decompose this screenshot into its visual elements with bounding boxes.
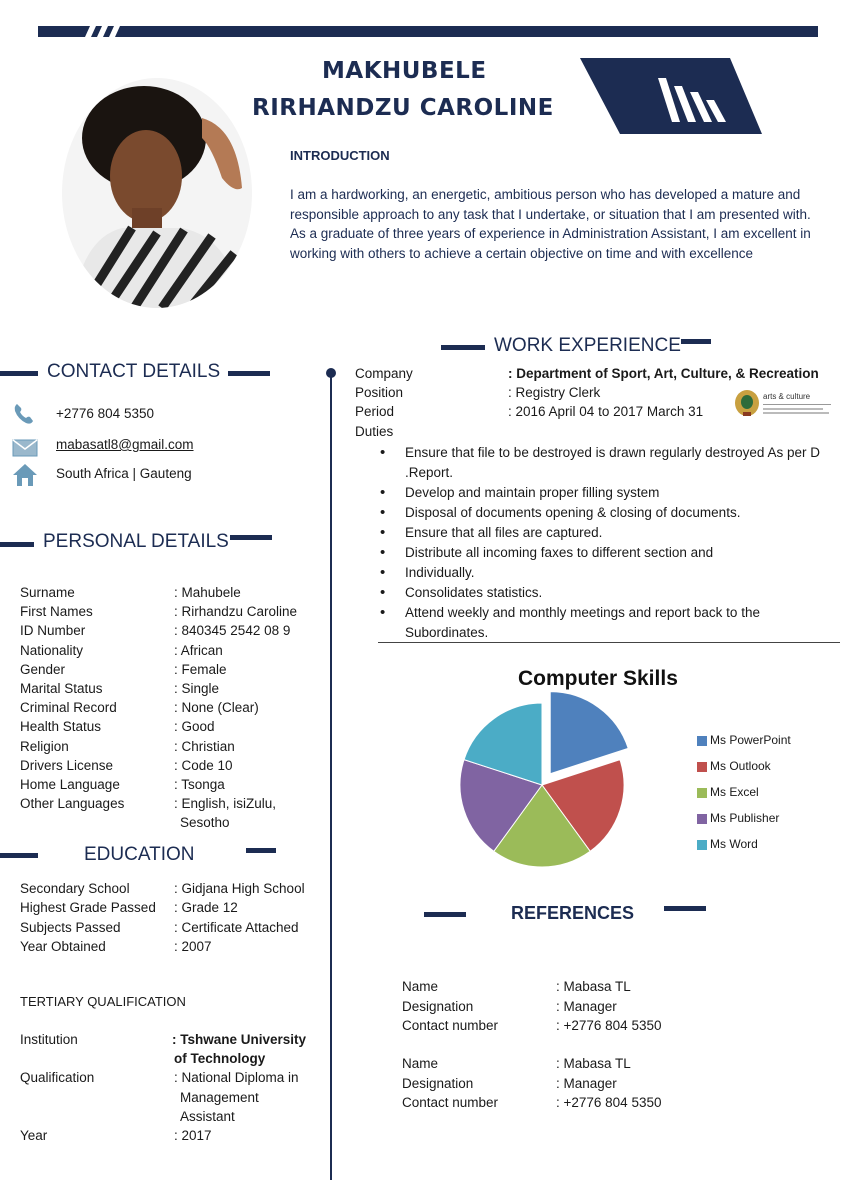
personal-label: Marital Status <box>20 681 103 696</box>
introduction-heading: INTRODUCTION <box>290 148 390 163</box>
top-bar <box>38 26 818 37</box>
contact-phone[interactable]: +2776 804 5350 <box>56 406 154 421</box>
personal-value: : Single <box>174 681 220 696</box>
work-divider <box>378 642 840 643</box>
duty-item: • Attend weekly and monthly meetings and report back to the Subordinates. <box>378 603 838 643</box>
personal-value: : Rirhandzu Caroline <box>174 604 298 620</box>
contact-location: South Africa | Gauteng <box>56 466 192 481</box>
references-bar-right <box>664 906 706 911</box>
qualification-value-line3: Assistant <box>180 1109 235 1124</box>
home-icon <box>12 463 38 487</box>
institution-label: Institution <box>20 1032 78 1047</box>
duty-item: • Distribute all incoming faxes to different section and <box>378 543 838 563</box>
education-label: Year Obtained <box>20 938 106 954</box>
education-label: Subjects Passed <box>20 919 121 935</box>
qualification-value-line1: : National Diploma in <box>174 1070 299 1085</box>
profile-photo <box>62 78 252 308</box>
reference-label: Contact number <box>402 1018 499 1033</box>
year-label: Year <box>20 1128 48 1143</box>
mail-icon <box>12 439 38 457</box>
qualification-label: Qualification <box>20 1070 95 1085</box>
personal-bar-right <box>230 535 272 540</box>
legend-label: Ms Outlook <box>710 759 771 773</box>
legend-swatch <box>697 736 707 746</box>
personal-label: Nationality <box>20 642 84 658</box>
personal-value: : Good <box>174 719 215 735</box>
duty-item: • Disposal of documents opening & closing of documents. <box>378 503 838 523</box>
personal-label: ID Number <box>20 623 86 639</box>
legend-label: Ms Word <box>710 837 758 851</box>
legend-label: Ms Excel <box>710 785 759 799</box>
timeline-line <box>330 370 332 1180</box>
personal-label: Religion <box>20 738 69 754</box>
personal-value: : 840345 2542 08 9 <box>174 623 291 639</box>
education-value: : Grade 12 <box>174 900 238 916</box>
tertiary-qualification-title: TERTIARY QUALIFICATION <box>20 994 186 1009</box>
personal-label: Surname <box>20 585 75 600</box>
legend-label: Ms Publisher <box>710 811 780 825</box>
phone-icon <box>12 402 36 426</box>
given-names-heading: RIRHANDZU CAROLINE <box>252 95 554 121</box>
introduction-text: I am a hardworking, an energetic, ambitious person who has developed a mature and responsible approach to any task that I undertake, or situation that I am presented with. As a graduate of three years of experience in Administration Assistant, I am excellent in working with others to achieve a certain objective on time and with excellence <box>290 187 811 261</box>
period-value: : 2016 April 04 to 2017 March 31 <box>508 404 704 419</box>
reference-value: : Manager <box>556 998 617 1014</box>
duty-item: • Ensure that all files are captured. <box>378 523 838 543</box>
personal-label: Criminal Record <box>20 700 117 716</box>
reference-value: : +2776 804 5350 <box>556 1095 662 1110</box>
institution-value-line2: of Technology <box>174 1051 266 1066</box>
company-value: : Department of Sport, Art, Culture, & Recreation <box>508 366 819 381</box>
education-label: Highest Grade Passed <box>20 900 156 916</box>
timeline-dot <box>326 368 336 378</box>
contact-details-title: CONTACT DETAILS <box>47 361 221 382</box>
contact-bar-left <box>0 371 38 376</box>
reference-value: : +2776 804 5350 <box>556 1018 662 1033</box>
institution-value-line1: : Tshwane University <box>172 1032 307 1047</box>
reference-value: : Manager <box>556 1075 617 1091</box>
personal-value: : Code 10 <box>174 757 233 773</box>
personal-value: : African <box>174 642 223 658</box>
chart-title: Computer Skills <box>518 667 678 690</box>
reference-value: : Mabasa TL <box>556 1056 631 1071</box>
reference-label: Name <box>402 979 439 994</box>
education-bar-right <box>246 848 276 853</box>
personal-label: Health Status <box>20 719 102 735</box>
education-value: : Certificate Attached <box>174 919 299 935</box>
qualification-value-line2: Management <box>180 1090 259 1105</box>
education-value: : 2007 <box>174 938 212 954</box>
personal-value: : Christian <box>174 738 235 754</box>
work-experience-title: WORK EXPERIENCE <box>494 335 681 356</box>
legend-label: Ms PowerPoint <box>710 733 791 747</box>
personal-value: : Mahubele <box>174 585 241 600</box>
personal-label: First Names <box>20 604 93 620</box>
references-bar-left <box>424 912 466 917</box>
duties-label: Duties <box>355 424 394 439</box>
personal-label: Home Language <box>20 777 120 792</box>
reference-label: Contact number <box>402 1095 499 1110</box>
computer-skills-pie-chart <box>450 685 650 885</box>
personal-value: : None (Clear) <box>174 700 259 716</box>
personal-value: : English, isiZulu, <box>174 796 277 812</box>
surname-heading: MAKHUBELE <box>322 58 487 84</box>
work-bar-right <box>681 339 711 344</box>
logo-fine-print-1 <box>763 408 823 410</box>
personal-details-title: PERSONAL DETAILS <box>43 531 229 552</box>
personal-label: Drivers License <box>20 757 114 773</box>
personal-value: : Female <box>174 661 227 677</box>
education-label: Secondary School <box>20 881 130 896</box>
personal-label: Other Languages <box>20 796 125 812</box>
legend-swatch <box>697 762 707 772</box>
contact-bar-right <box>228 371 270 376</box>
logo-divider <box>763 404 831 405</box>
decorative-stripes-graphic <box>580 56 765 136</box>
logo-fine-print-2 <box>763 412 829 414</box>
personal-value: : Tsonga <box>174 777 225 792</box>
references-title: REFERENCES <box>511 903 635 923</box>
period-label: Period <box>355 404 395 419</box>
reference-label: Designation <box>402 998 474 1014</box>
duty-item: • Individually. <box>378 563 838 583</box>
legend-swatch <box>697 814 707 824</box>
education-bar-left <box>0 853 38 858</box>
education-value: : Gidjana High School <box>174 881 305 896</box>
coat-of-arms-icon <box>733 388 761 418</box>
year-value: : 2017 <box>174 1128 212 1143</box>
personal-bar-left <box>0 542 34 547</box>
duties-list <box>378 443 838 643</box>
contact-email[interactable]: mabasatl8@gmail.com <box>56 437 194 452</box>
personal-label: Gender <box>20 661 66 677</box>
other-languages-continued: Sesotho <box>180 815 230 830</box>
duty-item: • Develop and maintain proper filling system <box>378 483 838 503</box>
duty-item: • Consolidates statistics. <box>378 583 838 603</box>
legend-swatch <box>697 788 707 798</box>
reference-label: Name <box>402 1056 439 1071</box>
position-label: Position <box>355 385 404 400</box>
education-title: EDUCATION <box>84 844 195 865</box>
top-bar-stripes <box>38 26 818 37</box>
company-label: Company <box>355 366 413 381</box>
work-bar-left <box>441 345 485 350</box>
portrait-illustration <box>62 78 252 308</box>
reference-label: Designation <box>402 1075 474 1091</box>
legend-swatch <box>697 840 707 850</box>
reference-value: : Mabasa TL <box>556 979 631 994</box>
arts-culture-logo-text: arts & culture <box>763 392 811 401</box>
position-value: : Registry Clerk <box>508 385 601 400</box>
duty-item: • Ensure that file to be destroyed is drawn regularly destroyed As per D .Report. <box>378 443 838 483</box>
